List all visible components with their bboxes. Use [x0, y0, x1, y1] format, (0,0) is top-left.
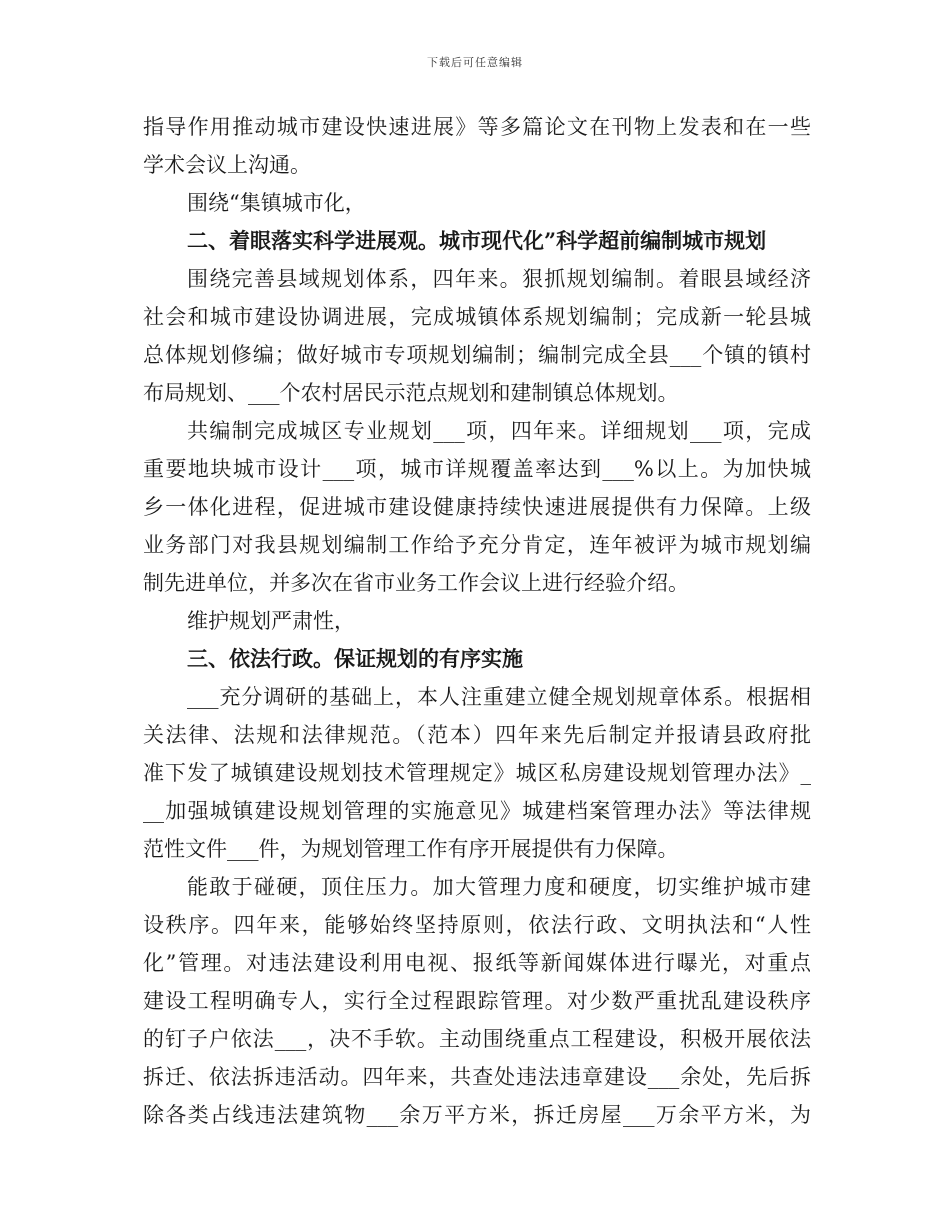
- text-line: 围绕完善县域规划体系，四年来。狠抓规划编制。着眼县域经济: [187, 267, 811, 291]
- text-line: 学术会议上沟通。: [143, 153, 311, 177]
- text-line: 准下发了城镇建设规划技术管理规定》城区私房建设规划管理办法》_: [143, 761, 811, 785]
- text-line: 共编制完成城区专业规划___项，四年来。详细规划___项，完成: [187, 419, 811, 443]
- section-heading: 二、着眼落实科学进展观。城市现代化”科学超前编制城市规划: [187, 228, 767, 253]
- text-line: 维护规划严肃性，: [187, 609, 355, 633]
- page-header: 下载后可任意编辑: [427, 56, 523, 69]
- text-line: 范性文件___件，为规划管理工作有序开展提供有力保障。: [143, 837, 679, 861]
- text-line: 围绕“集镇城市化，: [187, 191, 366, 215]
- text-line: 拆迁、依法拆违活动。四年来，共查处违法违章建设___余处，先后拆: [143, 1065, 811, 1089]
- text-line: 能敢于碰硬，顶住压力。加大管理力度和硬度，切实维护城市建: [187, 875, 811, 899]
- text-line: 总体规划修编；做好城市专项规划编制；编制完成全县___个镇的镇村: [143, 343, 811, 367]
- document-body: [143, 108, 811, 1134]
- text-line: 重要地块城市设计___项，城市详规覆盖率达到___%以上。为加快城: [143, 457, 811, 481]
- section-heading: 三、依法行政。保证规划的有序实施: [187, 646, 523, 671]
- text-line: __加强城镇建设规划管理的实施意见》城建档案管理办法》等法律规: [143, 799, 811, 823]
- text-line: 指导作用推动城市建设快速进展》等多篇论文在刊物上发表和在一些: [143, 115, 811, 139]
- text-line: ___充分调研的基础上，本人注重建立健全规划规章体系。根据相: [187, 685, 811, 709]
- text-line: 的钉子户依法___，决不手软。主动围绕重点工程建设，积极开展依法: [143, 1027, 811, 1051]
- text-line: 建设工程明确专人，实行全过程跟踪管理。对少数严重扰乱建设秩序: [143, 989, 811, 1013]
- text-line: 除各类占线违法建筑物___余万平方米，拆迁房屋___万余平方米，为: [143, 1103, 811, 1127]
- text-line: 业务部门对我县规划编制工作给予充分肯定，连年被评为城市规划编: [143, 533, 811, 557]
- text-line: 社会和城市建设协调进展，完成城镇体系规划编制；完成新一轮县城: [143, 305, 811, 329]
- text-line: 关法律、法规和法律规范。（范本）四年来先后制定并报请县政府批: [143, 723, 811, 747]
- text-line: 制先进单位，并多次在省市业务工作会议上进行经验介绍。: [143, 571, 689, 595]
- text-line: 乡一体化进程，促进城市建设健康持续快速进展提供有力保障。上级: [143, 495, 811, 519]
- text-line: 设秩序。四年来，能够始终坚持原则，依法行政、文明执法和“人性: [143, 913, 811, 937]
- text-line: 化”管理。对违法建设利用电视、报纸等新闻媒体进行曝光，对重点: [143, 951, 811, 975]
- text-line: 布局规划、___个农村居民示范点规划和建制镇总体规划。: [143, 381, 679, 405]
